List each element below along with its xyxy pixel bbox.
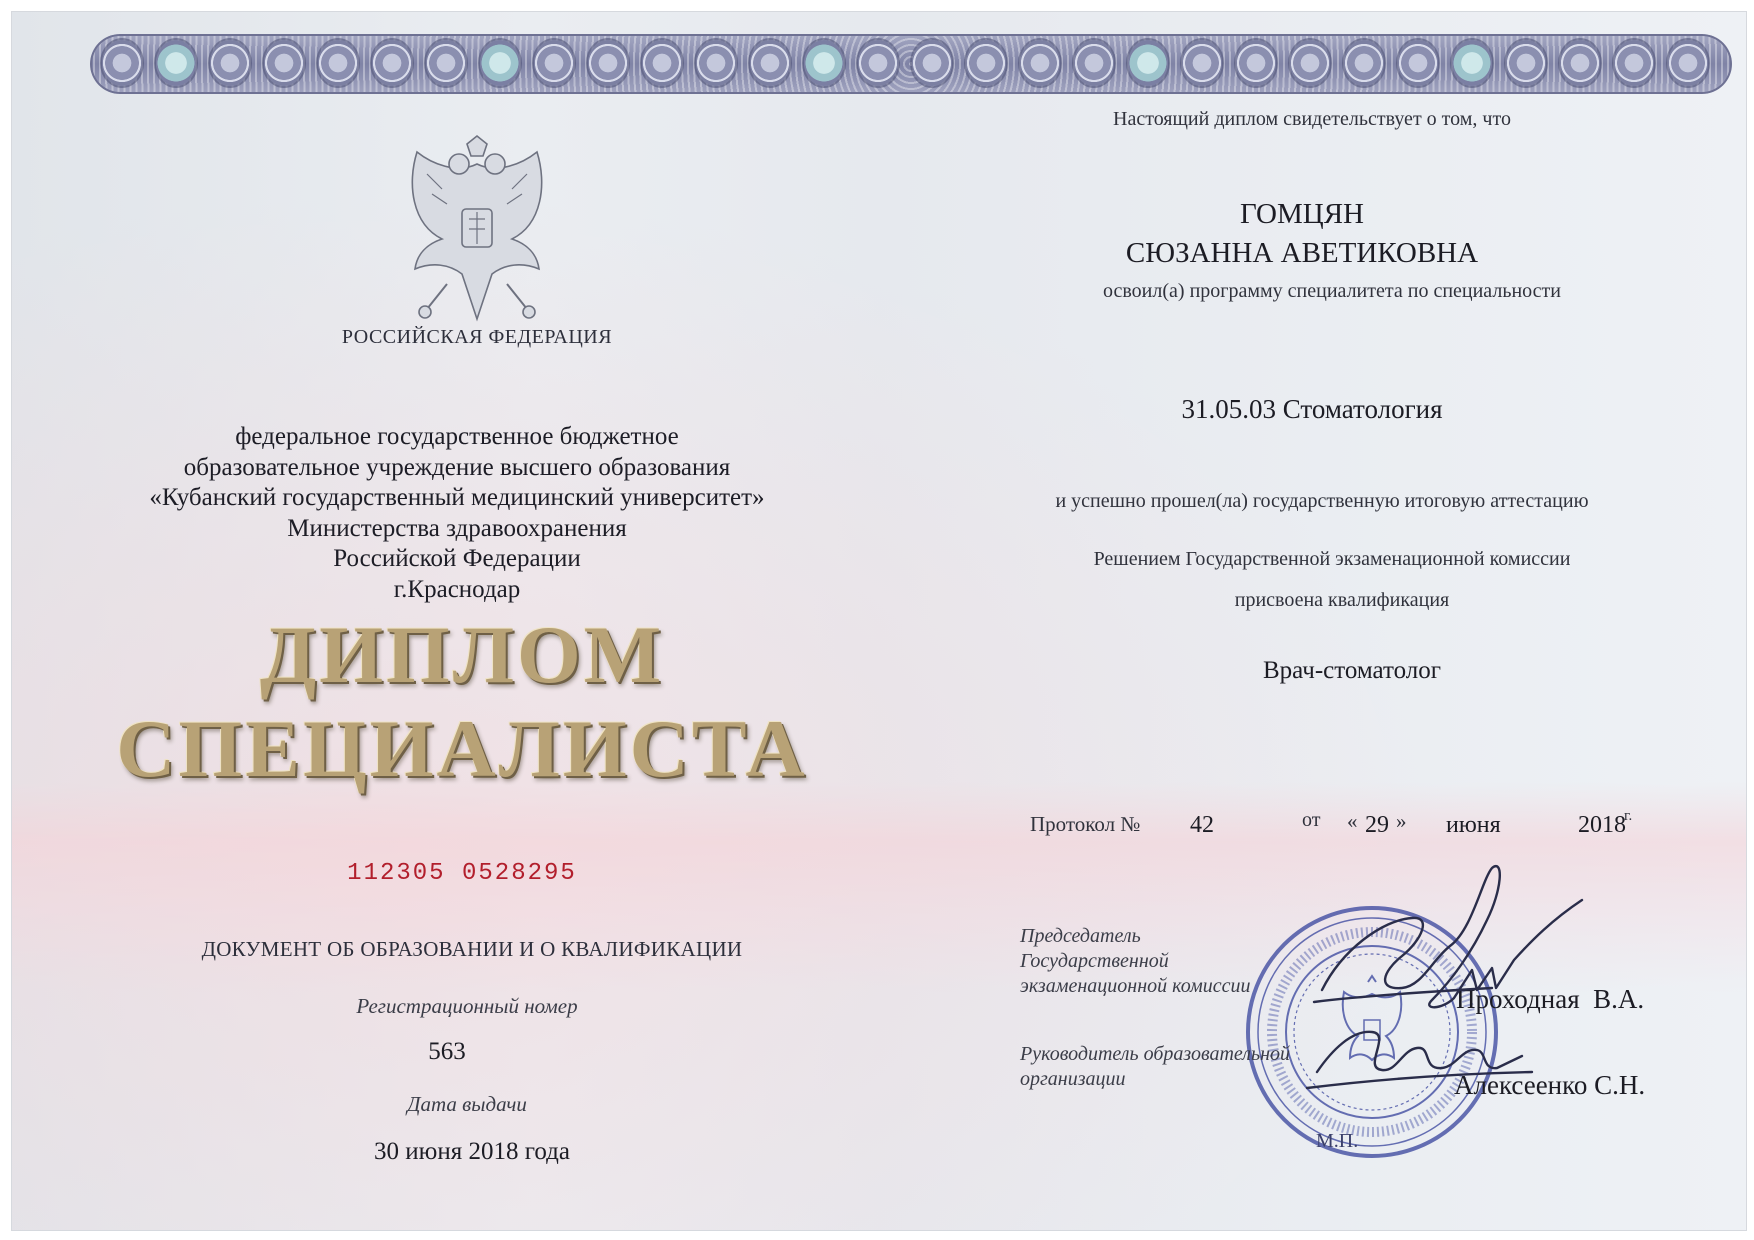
ornament-medallion-icon xyxy=(966,40,1006,86)
intro-text: Настоящий диплом свидетельствует о том, что xyxy=(1113,108,1511,130)
country-name: РОССИЙСКАЯ ФЕДЕРАЦИЯ xyxy=(341,326,613,348)
ornament-medallion-icon xyxy=(1074,40,1114,86)
document-type: ДОКУМЕНТ ОБ ОБРАЗОВАНИИ И О КВАЛИФИКАЦИИ xyxy=(201,937,743,961)
registration-number: 563 xyxy=(428,1038,466,1065)
ornament-medallion-icon xyxy=(102,40,142,86)
ornament-medallion-icon xyxy=(912,40,952,86)
diploma-spread xyxy=(12,12,1746,1230)
diploma-title: ДИПЛОМ xyxy=(259,609,665,700)
institution-block xyxy=(102,422,812,606)
ornament-medallion-icon xyxy=(750,40,790,86)
protocol-year-suffix: г. xyxy=(1624,808,1633,824)
ornament-medallion-icon xyxy=(534,40,574,86)
ornament-medallion-icon xyxy=(372,40,412,86)
ornament-medallion-icon xyxy=(264,40,304,86)
institution-line: федеральное государственное бюджетное xyxy=(235,423,679,450)
issue-date-label: Дата выдачи xyxy=(407,1092,527,1116)
ornament-medallion-icon xyxy=(1128,40,1168,86)
registration-number-label: Регистрационный номер xyxy=(356,994,578,1018)
ornament-medallion-icon xyxy=(1452,40,1492,86)
ornament-medallion-icon xyxy=(1236,40,1276,86)
ornament-medallion-icon xyxy=(1398,40,1438,86)
ornament-medallion-icon xyxy=(804,40,844,86)
chairman-label-line: Председатель xyxy=(1020,925,1141,947)
protocol-year: 2018 xyxy=(1578,812,1626,838)
program-line: освоил(а) программу специалитета по специальности xyxy=(1103,280,1561,302)
serial-number: 112305 0528295 xyxy=(347,860,577,887)
ornamental-border xyxy=(90,34,1732,94)
institution-line: «Кубанский государственный медицинский университет» xyxy=(149,484,765,512)
chairman-label-line: Государственной xyxy=(1020,950,1169,972)
awarded-line: присвоена квалификация xyxy=(1234,589,1450,611)
specialty: 31.05.03 Стоматология xyxy=(1181,394,1443,424)
ornament-medallion-icon xyxy=(1290,40,1330,86)
graduate-given-names: СЮЗАННА АВЕТИКОВНА xyxy=(1125,237,1479,269)
diploma-subtitle: СПЕЦИАЛИСТА xyxy=(116,703,808,794)
ornament-medallion-icon xyxy=(642,40,682,86)
ornament-medallion-icon xyxy=(156,40,196,86)
ornament-medallion-icon xyxy=(1506,40,1546,86)
ornament-medallion-icon xyxy=(1182,40,1222,86)
protocol-quote-close: » xyxy=(1396,809,1407,833)
ornament-medallion-icon xyxy=(1020,40,1060,86)
protocol-day: 29 xyxy=(1365,812,1389,838)
ornament-medallion-icon xyxy=(1344,40,1384,86)
ornament-medallion-icon xyxy=(1614,40,1654,86)
decision-line: Решением Государственной экзаменационной комиссии xyxy=(1093,548,1571,570)
issue-date: 30 июня 2018 года xyxy=(374,1138,570,1165)
institution-line: Министерства здравоохранения xyxy=(287,514,627,542)
ornament-medallion-icon xyxy=(318,40,358,86)
chairman-label xyxy=(1020,924,1320,999)
ornament-medallion-icon xyxy=(426,40,466,86)
institution-line: г.Краснодар xyxy=(393,575,521,603)
institution-line: образовательное учреждение высшего образования xyxy=(183,453,731,481)
signature-icon xyxy=(1282,860,1612,1120)
chairman-label-line: экзаменационной комиссии xyxy=(1020,975,1251,997)
protocol-label: Протокол № xyxy=(1030,812,1141,836)
ornament-medallion-icon xyxy=(588,40,628,86)
chairman-name: Проходная В.А. xyxy=(1456,984,1645,1014)
head-label-line: организации xyxy=(1020,1068,1126,1090)
ornament-medallion-icon xyxy=(1668,40,1708,86)
qualification: Врач-стоматолог xyxy=(1263,657,1441,684)
graduate-surname: ГОМЦЯН xyxy=(1239,198,1364,230)
head-label-line: Руководитель образовательной xyxy=(1020,1043,1291,1065)
attestation-line: и успешно прошел(ла) государственную итоговую аттестацию xyxy=(1055,490,1589,512)
protocol-from-label: от xyxy=(1302,809,1321,831)
protocol-month: июня xyxy=(1446,812,1501,838)
ornament-medallion-icon xyxy=(1560,40,1600,86)
ornament-medallion-icon xyxy=(696,40,736,86)
coat-of-arms-icon xyxy=(387,134,567,329)
seal-place-label: М.П. xyxy=(1316,1130,1359,1152)
institution-line: Российской Федерации xyxy=(333,545,581,573)
ornament-medallion-icon xyxy=(480,40,520,86)
ornament-medallion-icon xyxy=(210,40,250,86)
protocol-quote-open: « xyxy=(1347,809,1358,833)
head-name: Алексеенко С.Н. xyxy=(1454,1070,1646,1100)
protocol-number: 42 xyxy=(1190,812,1214,838)
ornament-medallion-icon xyxy=(858,40,898,86)
